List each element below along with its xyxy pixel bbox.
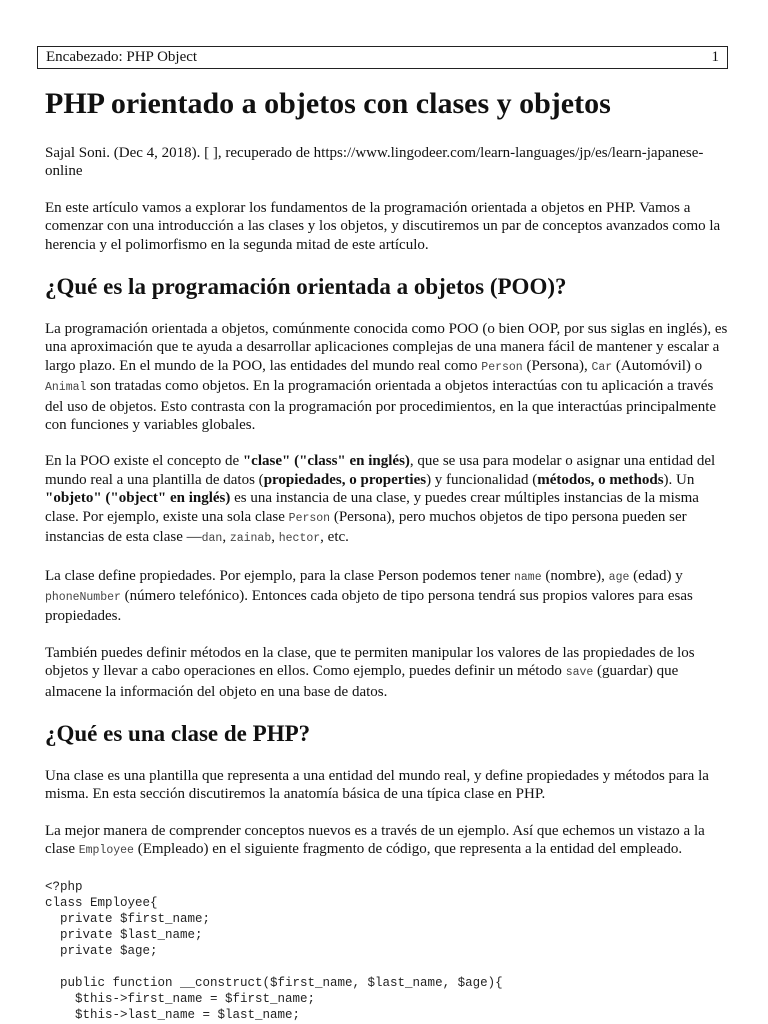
text-run: En la POO existe el concepto de <box>45 453 243 470</box>
text-run: (Persona), <box>522 357 592 374</box>
document-title: PHP orientado a objetos con clases y objetos <box>45 87 611 120</box>
inline-code: name <box>514 570 542 584</box>
inline-code: zainab <box>229 532 272 546</box>
header-title: Encabezado: PHP Object <box>46 49 198 65</box>
document-blocks <box>45 144 729 1023</box>
inline-code: Person <box>481 360 523 374</box>
text-run: Una clase es una plantilla que representa a una entidad del mundo real, y define propiedades y métodos para la misma. En esta sección discutiremos la anatomía básica de una típica clase en PHP. <box>45 767 709 803</box>
text-run: (Empleado) en el siguiente fragmento de código, que representa a la entidad del empleado. <box>133 841 683 858</box>
paragraph <box>45 767 729 804</box>
paragraph <box>45 199 729 254</box>
bold-text: métodos, o methods <box>537 471 664 488</box>
text-run: , etc. <box>320 529 349 546</box>
inline-code: save <box>565 666 594 680</box>
text-run: ). Un <box>663 471 695 488</box>
paragraph <box>45 144 729 181</box>
bold-text: "objeto" ("object" en inglés) <box>45 490 231 507</box>
section-heading <box>45 719 729 749</box>
section-heading <box>45 272 729 302</box>
text-run: ¿Qué es la programación orientada a objetos (POO)? <box>45 274 567 300</box>
paragraph <box>45 567 729 626</box>
text-run: También puedes definir métodos en la clase, que te permiten manipular los valores de las propiedades de los objetos y llevar a cabo operaciones en ellos. Como ejemplo, puedes definir un método <box>45 644 695 680</box>
text-run: (Automóvil) o <box>612 357 703 374</box>
text-run: son tratadas como objetos. En la programación orientada a objetos interactúas con tu aplicación a través del uso de objetos. Esto contrasta con la programación por procedimientos, en la que interactúas principalmente con funciones y variables globales. <box>45 378 717 434</box>
text-run: ) y funcionalidad ( <box>426 471 538 488</box>
inline-code: phoneNumber <box>45 590 121 604</box>
inline-code: Car <box>591 360 613 374</box>
text-run: , que se usa para modelar o asignar una entidad del mundo real a una plantilla de datos ( <box>45 453 716 488</box>
text-run: <?php class Employee{ private $first_name; private $last_name; private $age; public function __construct($first_name, $last_name, $age){ $this->first_name = $first_name; $this->last_name = $last_name; <box>45 879 503 1022</box>
page-number: 1 <box>711 49 719 65</box>
text-run: Sajal Soni. (Dec 4, 2018). [ ], recuperado de https://www.lingodeer.com/learn-languages/jp/es/learn-japanese-online <box>45 145 704 180</box>
text-run: , <box>222 529 230 546</box>
text-run: es una instancia de una clase, y puedes crear múltiples instancias de la misma clase. Por ejemplo, existe una sola clase <box>45 490 699 525</box>
text-run: (nombre), <box>541 567 609 584</box>
bold-text: propiedades, o properties <box>263 471 427 488</box>
text-run: En este artículo vamos a explorar los fundamentos de la programación orientada a objetos en PHP. Vamos a comenzar con una introducción a las clases y los objetos, y discutiremos un par de conceptos avanzados como la herencia y el polimorfismo en la segunda mitad de este artículo. <box>45 199 721 253</box>
document-body <box>45 84 729 1023</box>
text-run: ¿Qué es una clase de PHP? <box>45 720 311 746</box>
text-run: (edad) y <box>629 567 683 584</box>
inline-code: Animal <box>45 381 87 395</box>
inline-code: Person <box>288 511 331 525</box>
paragraph <box>45 644 729 701</box>
text-run: La mejor manera de comprender conceptos nuevos es a través de un ejemplo. Así que echemos un vistazo a la clase <box>45 822 705 858</box>
inline-code: hector <box>278 532 321 546</box>
text-run: La programación orientada a objetos, comúnmente conocida como POO (o bien OOP, por sus siglas en inglés), es una aproximación que te ayuda a desarrollar aplicaciones complejas de una manera fácil de mantener y escalar a largo plazo. En el mundo de la POO, las entidades del mundo real como <box>45 321 728 374</box>
page-header <box>37 46 728 69</box>
inline-code: age <box>608 570 630 584</box>
text-run: La clase define propiedades. Por ejemplo, para la clase Person podemos tener <box>45 567 514 584</box>
inline-code: Employee <box>78 844 134 858</box>
text-run: (guardar) que almacene la información del objeto en una base de datos. <box>45 663 679 700</box>
code-block <box>45 879 729 1023</box>
text-run: (número telefónico). Entonces cada objeto de tipo persona tendrá sus propios valores para esas propiedades. <box>45 587 693 625</box>
paragraph <box>45 320 729 434</box>
inline-code: dan <box>201 532 223 546</box>
text-run: (Persona), pero muchos objetos de tipo persona pueden ser instancias de esta clase — <box>45 508 687 546</box>
bold-text: "clase" ("class" en inglés) <box>242 453 410 470</box>
text-run: , <box>271 529 279 546</box>
paragraph <box>45 822 729 861</box>
paragraph <box>45 452 729 548</box>
